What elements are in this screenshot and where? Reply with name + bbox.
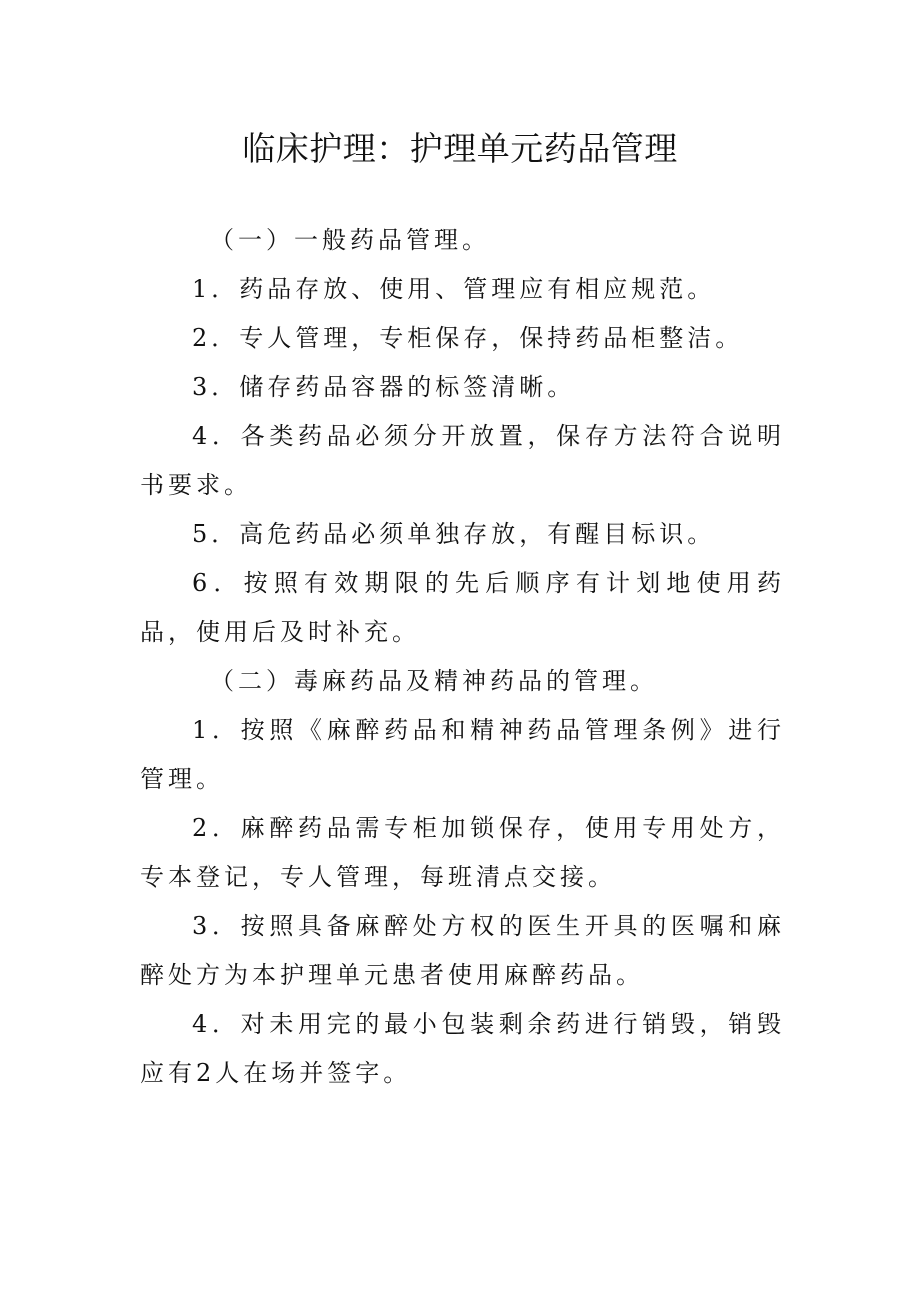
document-body (140, 216, 785, 1098)
list-item: 2．专人管理，专柜保存，保持药品柜整洁。 (192, 324, 744, 352)
list-item: 3．储存药品容器的标签清晰。 (192, 373, 576, 401)
list-item: 1．药品存放、使用、管理应有相应规范。 (192, 275, 716, 303)
list-item: 4．对未用完的最小包装剩余药进行销毁，销毁应有2人在场并签字。 (140, 1010, 785, 1087)
list-item: 5．高危药品必须单独存放，有醒目标识。 (192, 520, 716, 548)
list-item: 2．麻醉药品需专柜加锁保存，使用专用处方，专本登记，专人管理，每班清点交接。 (140, 814, 785, 891)
section-heading-general: （一）一般药品管理。 (210, 226, 490, 254)
list-item: 3．按照具备麻醉处方权的医生开具的医嘱和麻醉处方为本护理单元患者使用麻醉药品。 (140, 912, 785, 989)
document-title: 临床护理：护理单元药品管理 (242, 129, 678, 168)
list-item: 1．按照《麻醉药品和精神药品管理条例》进行管理。 (140, 716, 785, 793)
section-heading-narcotic: （二）毒麻药品及精神药品的管理。 (210, 667, 658, 695)
list-item: 6．按照有效期限的先后顺序有计划地使用药品，使用后及时补充。 (140, 569, 785, 646)
list-item: 4．各类药品必须分开放置，保存方法符合说明书要求。 (140, 422, 785, 499)
